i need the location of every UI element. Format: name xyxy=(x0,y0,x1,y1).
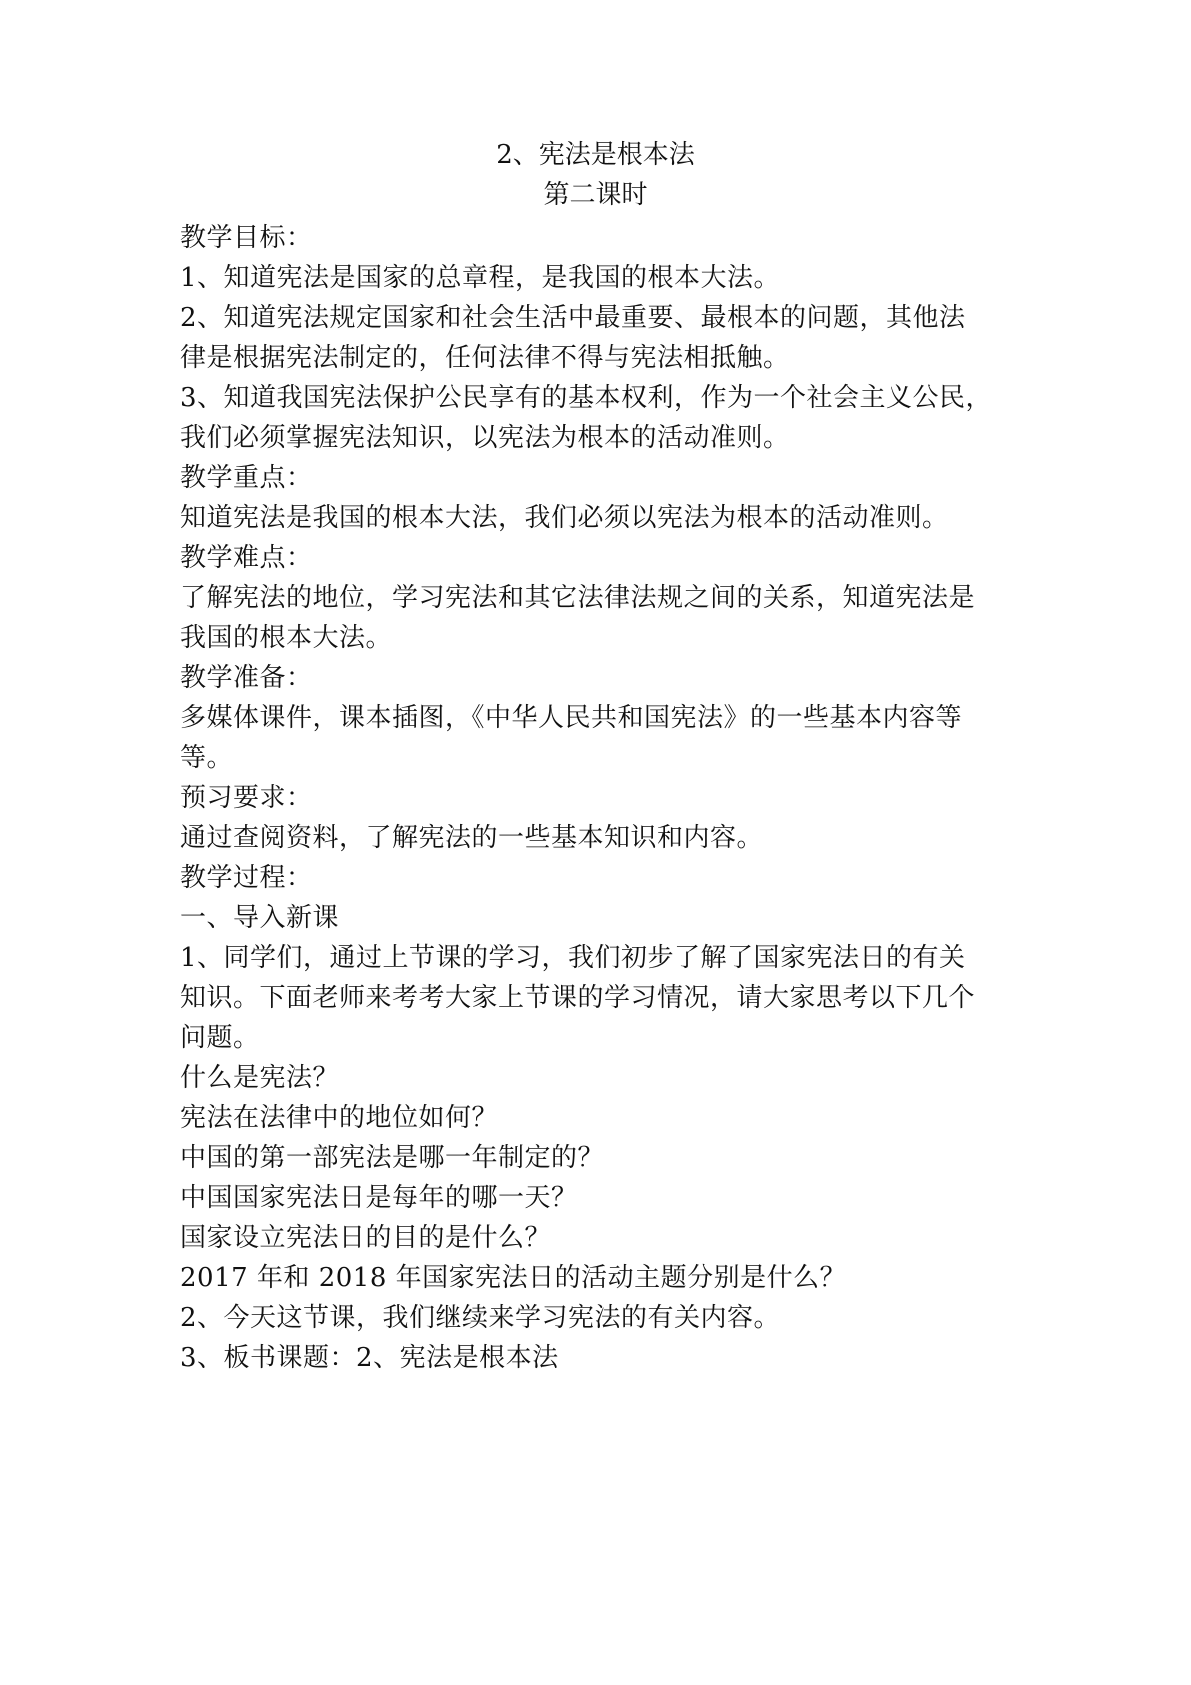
question-line: 宪法在法律中的地位如何？ xyxy=(180,1103,499,1133)
paragraph-line: 1、知道宪法是国家的总章程，是我国的根本大法。 xyxy=(180,263,781,293)
paragraph-line: 2、今天这节课，我们继续来学习宪法的有关内容。 xyxy=(180,1303,781,1333)
question-line: 2017 年和 2018 年国家宪法日的活动主题分别是什么？ xyxy=(180,1263,847,1293)
paragraph-line: 通过查阅资料，了解宪法的一些基本知识和内容。 xyxy=(180,823,764,853)
paragraph-line: 3、知道我国宪法保护公民享有的基本权利，作为一个社会主义公民， xyxy=(180,383,993,413)
heading-key-points: 教学重点： xyxy=(180,463,313,493)
paragraph-line: 知道宪法是我国的根本大法，我们必须以宪法为根本的活动准则。 xyxy=(180,503,949,533)
paragraph-line: 律是根据宪法制定的，任何法律不得与宪法相抵触。 xyxy=(180,343,790,373)
question-line: 中国国家宪法日是每年的哪一天？ xyxy=(180,1183,578,1213)
document-title: 2、宪法是根本法 xyxy=(496,140,695,170)
paragraph-line: 知识。下面老师来考考大家上节课的学习情况，请大家思考以下几个 xyxy=(180,983,976,1013)
paragraph-line: 等。 xyxy=(180,743,234,773)
heading-process: 教学过程： xyxy=(180,863,313,893)
paragraph-line: 我们必须掌握宪法知识，以宪法为根本的活动准则。 xyxy=(180,423,790,453)
paragraph-line: 多媒体课件，课本插图，《中华人民共和国宪法》的一些基本内容等 xyxy=(180,703,963,733)
heading-preparation: 教学准备： xyxy=(180,663,313,693)
section-heading: 一、导入新课 xyxy=(180,903,340,933)
paragraph-line: 问题。 xyxy=(180,1023,260,1053)
paragraph-line: 3、板书课题：2、宪法是根本法 xyxy=(180,1343,559,1373)
question-line: 国家设立宪法日的目的是什么？ xyxy=(180,1223,552,1253)
question-line: 什么是宪法？ xyxy=(180,1063,340,1093)
heading-preview: 预习要求： xyxy=(180,783,313,813)
question-line: 中国的第一部宪法是哪一年制定的？ xyxy=(180,1143,605,1173)
document-subtitle: 第二课时 xyxy=(543,180,648,210)
paragraph-line: 2、知道宪法规定国家和社会生活中最重要、最根本的问题，其他法 xyxy=(180,303,966,333)
paragraph-line: 了解宪法的地位，学习宪法和其它法律法规之间的关系，知道宪法是 xyxy=(180,583,976,613)
paragraph-line: 我国的根本大法。 xyxy=(180,623,393,653)
heading-difficulties: 教学难点： xyxy=(180,543,313,573)
heading-teaching-goals: 教学目标： xyxy=(180,223,313,253)
paragraph-line: 1、同学们，通过上节课的学习，我们初步了解了国家宪法日的有关 xyxy=(180,943,966,973)
